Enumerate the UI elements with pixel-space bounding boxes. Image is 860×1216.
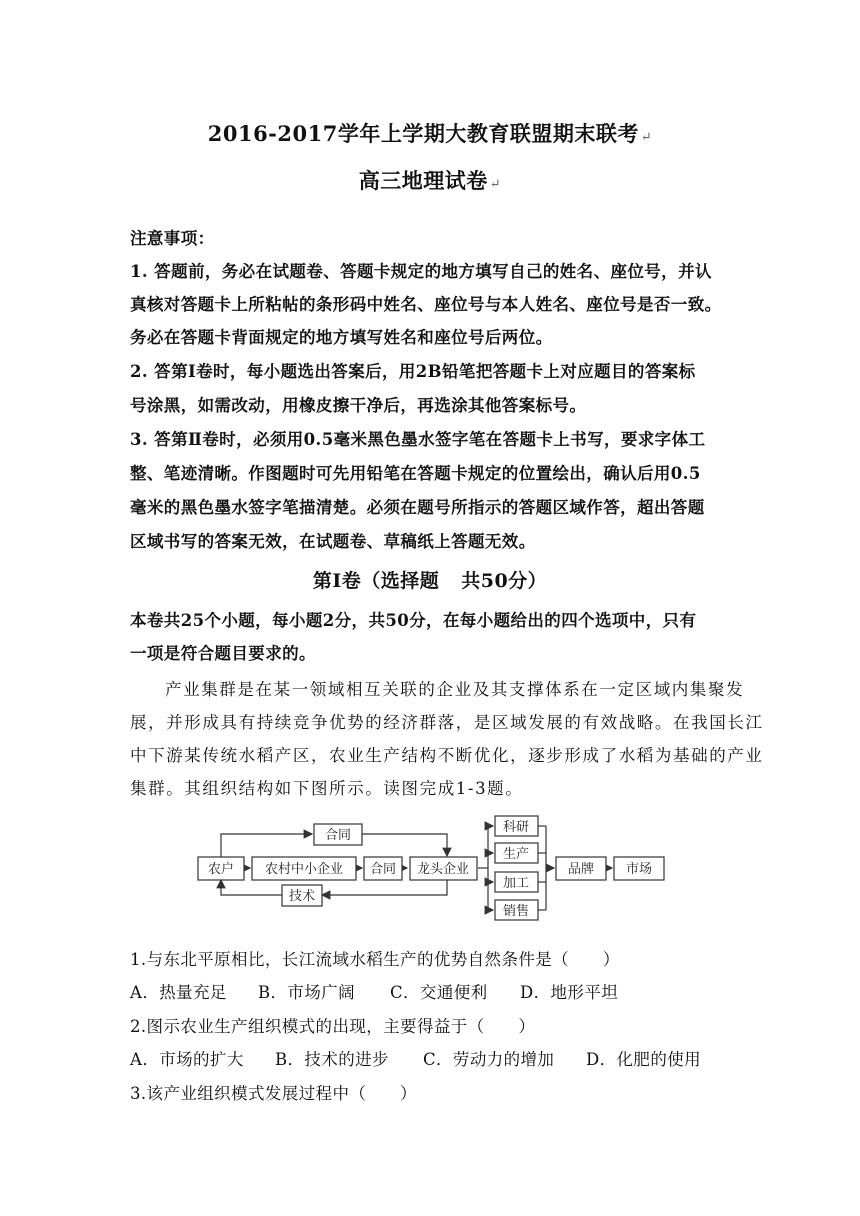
notice-line: 1. 答题前，务必在试题卷、答题卡规定的地方填写自己的姓名、座位号，并认 xyxy=(130,262,712,281)
question-stem: 3.该产业组织模式发展过程中（ ） xyxy=(130,1084,417,1103)
section-title-part: 第Ⅰ卷（选择题 xyxy=(312,570,440,592)
notice-line: 号涂黑，如需改动，用橡皮擦干净后，再选涂其他答案标号。 xyxy=(130,396,587,415)
section-intro-line: 本卷共25个小题，每小题2分，共50分，在每小题给出的四个选项中，只有 xyxy=(130,611,697,630)
diagram-technology-label: 技术 xyxy=(288,889,316,904)
option-a: A．市场的扩大 xyxy=(130,1050,244,1069)
diagram-brand-label: 品牌 xyxy=(567,862,595,877)
notice-line: 务必在答题卡背面规定的地方填写姓名和座位号后两位。 xyxy=(130,328,553,347)
diagram-sales-label: 销售 xyxy=(502,904,530,919)
notice-line: 毫米的黑色墨水签字笔描清楚。必须在题号所指示的答题区域作答，超出答题 xyxy=(130,498,705,517)
option-c: C．劳动力的增加 xyxy=(423,1050,555,1069)
notice-line: 真核对答题卡上所粘帖的条形码中姓名、座位号与本人姓名、座位号是否一致。 xyxy=(130,295,722,314)
notice-line: 整、笔迹清晰。作图题时可先用铅笔在答题卡规定的位置绘出，确认后用0.5 xyxy=(130,464,701,483)
diagram-contract-top-label: 合同 xyxy=(324,828,352,843)
industry-cluster-diagram xyxy=(190,812,670,927)
exam-subtitle xyxy=(0,165,860,195)
passage-line: 产业集群是在某一领域相互关联的企业及其支撑体系在一定区域内集聚发 xyxy=(165,680,745,699)
section-intro-line: 一项是符合题目要求的。 xyxy=(130,644,316,663)
exam-subtitle-text: 高三地理试卷 xyxy=(358,168,488,193)
diagram-leading-enterprise-label: 龙头企业 xyxy=(416,862,470,877)
option-c: C．交通便利 xyxy=(390,983,488,1002)
option-b: B．市场广阔 xyxy=(258,983,356,1002)
diagram-rural-enterprise-label: 农村中小企业 xyxy=(264,862,344,877)
notice-line: 3. 答第Ⅱ卷时，必须用0.5毫米黑色墨水签字笔在答题卡上书写，要求字体工 xyxy=(130,430,706,449)
question-stem: 1.与东北平原相比，长江流域水稻生产的优势自然条件是（ ） xyxy=(130,950,620,969)
exam-title xyxy=(0,118,860,148)
notice-line: 区域书写的答案无效，在试题卷、草稿纸上答题无效。 xyxy=(130,532,536,551)
diagram-research-label: 科研 xyxy=(502,820,530,835)
diagram-production-label: 生产 xyxy=(502,847,530,862)
passage-line: 中下游某传统水稻产区，农业生产结构不断优化，逐步形成了水稻为基础的产业 xyxy=(130,746,764,765)
exam-title-text: 2016-2017学年上学期大教育联盟期末联考 xyxy=(207,121,639,146)
diagram-contract-mid-label: 合同 xyxy=(369,862,397,877)
option-b: B．技术的进步 xyxy=(275,1050,389,1069)
notice-heading: 注意事项： xyxy=(130,229,215,248)
notice-line: 2. 答第Ⅰ卷时，每小题选出答案后，用2B铅笔把答题卡上对应题目的答案标 xyxy=(130,362,696,381)
section-title-part: 共50分） xyxy=(461,570,548,592)
diagram-farmer-label: 农户 xyxy=(207,862,235,877)
diagram-market-label: 市场 xyxy=(625,862,653,877)
question-options xyxy=(130,979,730,1003)
option-d: D．化肥的使用 xyxy=(586,1050,702,1069)
passage-line: 展，并形成具有持续竞争优势的经济群落，是区域发展的有效战略。在我国长江 xyxy=(130,713,764,732)
return-mark: ↵ xyxy=(640,130,653,145)
option-d: D．地形平坦 xyxy=(520,983,619,1002)
section-title xyxy=(0,566,860,593)
passage-line: 集群。其组织结构如下图所示。读图完成1-3题。 xyxy=(130,779,524,798)
question-stem: 2.图示农业生产组织模式的出现，主要得益于（ ） xyxy=(130,1017,536,1036)
option-a: A．热量充足 xyxy=(130,983,227,1002)
diagram-processing-label: 加工 xyxy=(502,876,530,891)
return-mark: ↵ xyxy=(489,177,502,192)
question-options xyxy=(130,1046,730,1070)
